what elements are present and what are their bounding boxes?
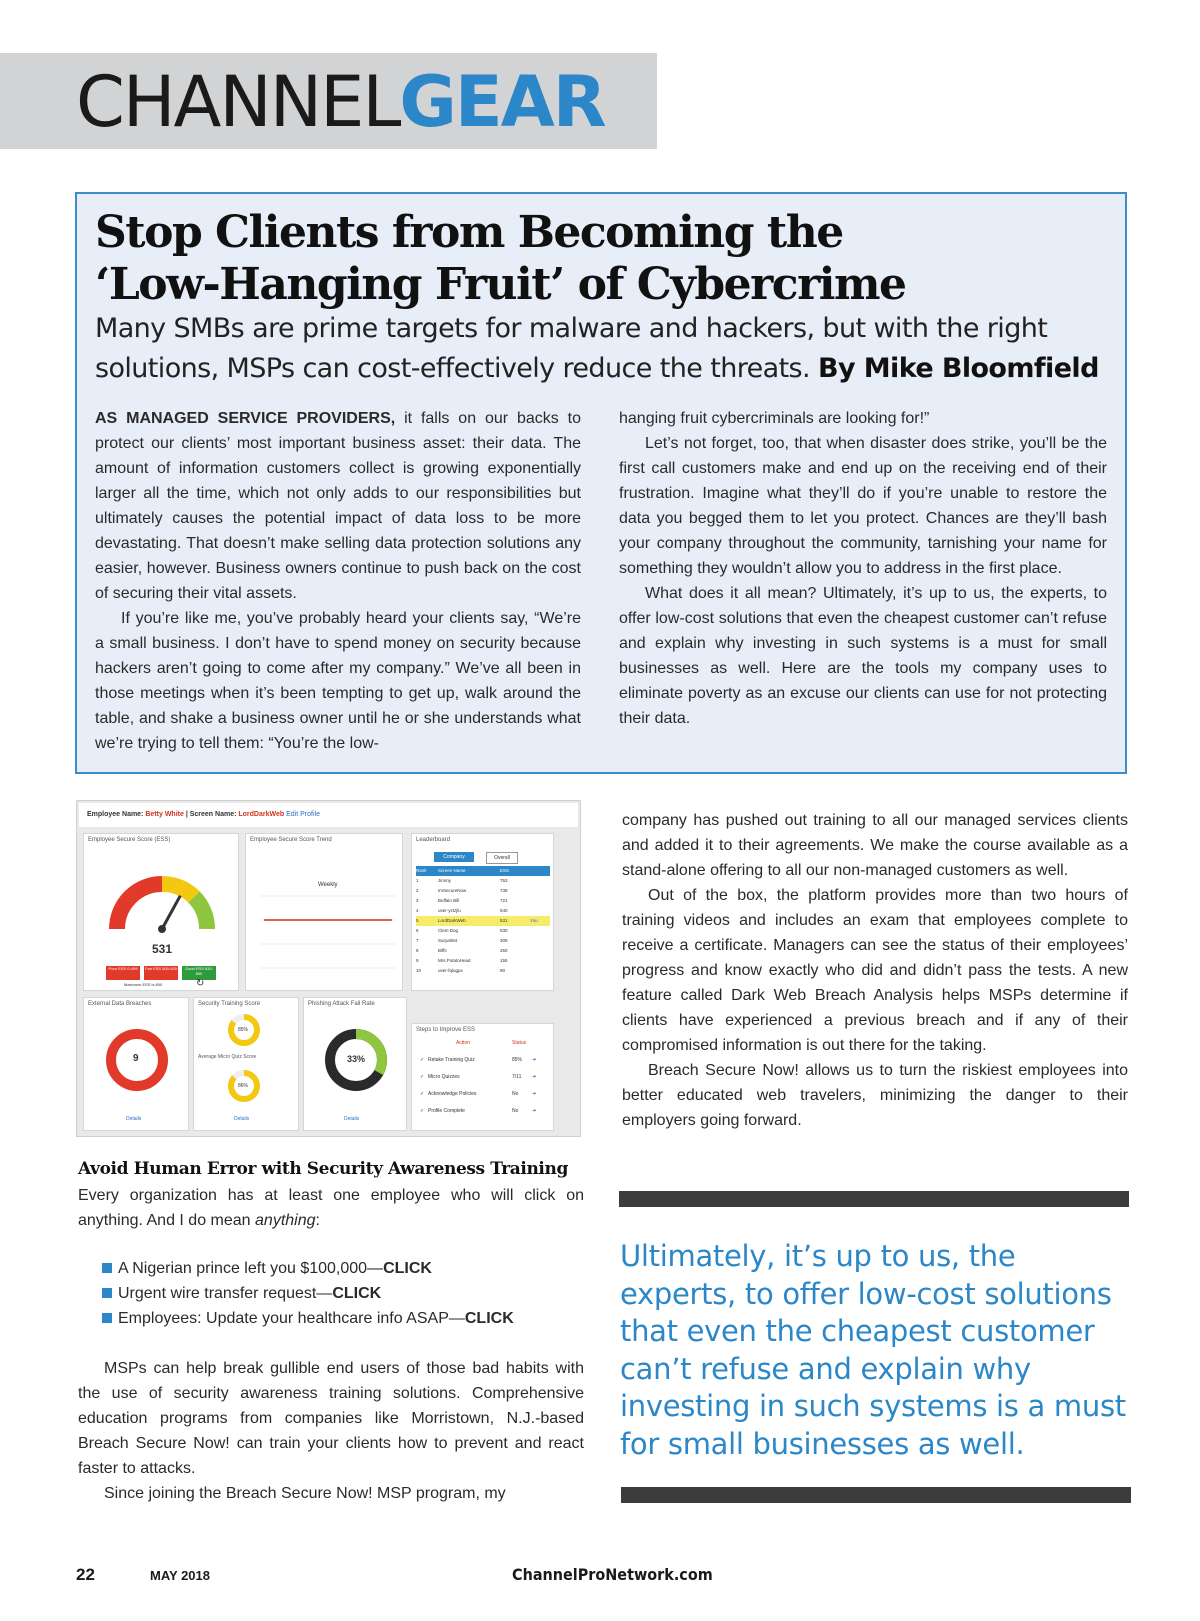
- section-subhead: Avoid Human Error with Security Awareness Training: [78, 1159, 568, 1179]
- byline: By Mike Bloomfield: [818, 353, 1099, 384]
- step-status: No: [512, 1108, 519, 1114]
- breaches-ring: [84, 998, 190, 1132]
- trend-chart: [246, 834, 404, 992]
- leaderboard-cell: user-yztzjlu: [438, 908, 461, 913]
- phishing-panel: [303, 997, 407, 1131]
- step-action: Profile Complete: [428, 1108, 465, 1114]
- masthead-channel: CHANNEL: [76, 61, 400, 143]
- leaderboard-tab-company[interactable]: Company: [434, 852, 474, 862]
- security-p1-emphasis: anything: [255, 1212, 316, 1229]
- article-deck: [95, 309, 1115, 389]
- leaderboard-row: [416, 926, 550, 936]
- leaderboard-row: [416, 896, 550, 906]
- article-headline: [95, 207, 1095, 311]
- deck-text: Many SMBs are prime targets for malware and hackers, but with the right solutions, MSPs can cost-effectively reduce the threats.: [95, 313, 1048, 384]
- steps-row[interactable]: [420, 1052, 550, 1069]
- leaderboard-cell: LordDarkWeb: [438, 918, 466, 923]
- gauge-red-arc: [117, 884, 162, 929]
- leaderboard-cell: 8: [416, 948, 419, 953]
- intro-paragraph-1: [95, 406, 581, 606]
- training-title: Security Training Score: [198, 1001, 261, 1007]
- steps-list: [420, 1052, 550, 1120]
- gauge-hub: [158, 925, 166, 933]
- gauge-green-arc: [194, 897, 207, 929]
- intro-column-left: [95, 406, 581, 756]
- bullet-item: [102, 1281, 514, 1306]
- pullquote-bottom-rule: [621, 1487, 1131, 1503]
- leaderboard-cell: Buffalo Bill: [438, 898, 460, 903]
- right-paragraph-1: company has pushed out training to all our managed services clients and added it to their agreements. We make the course available as a stand-alone offering to all our non-managed customers as well.: [622, 812, 1128, 879]
- pullquote-top-rule: [619, 1191, 1129, 1207]
- pull-quote: Ultimately, it’s up to us, the experts, to offer low-cost solutions that even the cheapest customer can’t refuse and explain why investing in such systems is a must for small businesses as well.: [620, 1239, 1126, 1461]
- check-icon: ✓: [420, 1074, 425, 1080]
- steps-col-action: Action: [456, 1040, 470, 1046]
- phishing-value: 33%: [347, 1054, 366, 1064]
- phishing-title: Phishing Attack Fail Rate: [308, 1001, 375, 1007]
- bullet-item: [102, 1306, 514, 1331]
- ess-good-badge: Good ESS 630-800: [182, 966, 216, 980]
- leaderboard-cell: 9: [416, 958, 419, 963]
- topbar-employee-label: Employee Name:: [87, 811, 144, 818]
- click-bullet-list: [102, 1256, 514, 1331]
- leaderboard-cell: 90: [500, 968, 506, 973]
- leader-col-rank: Rank: [416, 868, 427, 873]
- leaderboard-cell: 10: [416, 968, 422, 973]
- security-paragraph-1: [78, 1183, 584, 1233]
- training-rings: [194, 998, 300, 1132]
- check-icon: ✓: [420, 1057, 425, 1063]
- phishing-details-link[interactable]: Details: [344, 1116, 360, 1122]
- you-marker: You: [530, 918, 538, 923]
- masthead-gear: GEAR: [399, 61, 605, 143]
- ess-title: Employee Secure Score (ESS): [88, 837, 171, 843]
- ess-panel: [83, 833, 239, 991]
- ess-max-note: Maximum ESS is 800: [124, 982, 163, 987]
- leader-col-ess: ESS: [500, 868, 510, 873]
- topbar-screen-name: LordDarkWeb: [238, 811, 285, 818]
- leaderboard-cell: Surya084: [438, 938, 458, 943]
- intro-paragraph-2: If you’re like me, you’ve probably heard your clients say, “We’re a small business. I don’t have to spend money on security because hackers aren’t going to come after my company.” We’ve all been in those meetings when it’s been tempting to get up, walk around the table, and shake a business owner until he or she understands what we’re trying to tell them: “You’re the low-: [95, 610, 581, 752]
- intro-paragraph-4: Let’s not forget, too, that when disaster does strike, you’ll be the first call customers make and end up on the receiving end of their frustration. Imagine what they’ll do if you’re unable to restore the data you begged them to let you protect. Chances are they’ll bash your company throughout the community, tarnishing your name for something they wouldn’t allow you to address in the first place.: [619, 435, 1107, 577]
- dashboard-figure: [76, 800, 581, 1137]
- leaderboard-cell: 721: [500, 898, 508, 903]
- headline-line-1: Stop Clients from Becoming the: [95, 207, 843, 258]
- bullet-click: CLICK: [332, 1285, 382, 1302]
- steps-row[interactable]: [420, 1086, 550, 1103]
- leaderboard-cell: 1: [416, 878, 419, 883]
- leaderboard-row: [416, 876, 550, 886]
- step-action: Micro Quizzes: [428, 1074, 460, 1080]
- leaderboard-cell: 530: [500, 928, 508, 933]
- leaderboard-tab-overall[interactable]: Overall: [486, 852, 518, 864]
- step-status: No: [512, 1091, 519, 1097]
- check-icon: ✓: [420, 1091, 425, 1097]
- section-masthead: [76, 58, 605, 146]
- trend-panel: [245, 833, 403, 991]
- bullet-click: CLICK: [383, 1260, 432, 1277]
- leaderboard-cell: 531: [500, 918, 508, 923]
- arrow-right-icon[interactable]: ➜: [532, 1108, 537, 1114]
- arrow-right-icon[interactable]: ➜: [532, 1057, 537, 1063]
- right-column-body: [622, 808, 1128, 1133]
- right-paragraph-2: Out of the box, the platform provides more than two hours of training videos and includes an exam that employees complete to receive a certificate. Managers can see the status of their employees’ progress and know exactly who did and didn’t pass the tests. A new feature called Dark Web Breach Analysis helps MSPs determine if clients have experienced a previous breach and if any of their compromised information is out there for the taking.: [622, 887, 1128, 1054]
- leaderboard-cell: 250: [500, 948, 508, 953]
- steps-col-status: Status: [512, 1040, 527, 1046]
- leaderboard-cell: 309: [500, 938, 508, 943]
- dashboard-topbar: [79, 803, 578, 827]
- trend-title: Employee Secure Score Trend: [250, 837, 332, 843]
- leaderboard-table: [416, 866, 550, 976]
- intro-paragraph-3: hanging fruit cybercriminals are looking for!”: [619, 410, 930, 427]
- bullet-item: [102, 1256, 514, 1281]
- steps-row[interactable]: [420, 1103, 550, 1120]
- leaderboard-row: [416, 916, 550, 926]
- security-body: [78, 1356, 584, 1506]
- bullet-text: Urgent wire transfer request—: [118, 1285, 333, 1302]
- leaderboard-row: [416, 886, 550, 896]
- leaderboard-row: [416, 946, 550, 956]
- step-action: Acknowledge Policies: [428, 1091, 477, 1097]
- leaderboard-panel: [411, 833, 554, 991]
- leaderboard-title: Leaderboard: [416, 837, 451, 843]
- leaderboard-cell: 155: [500, 958, 508, 963]
- leaderboard-cell: user-fqlugpx: [438, 968, 463, 973]
- breaches-panel: [83, 997, 189, 1131]
- leaderboard-cell: ImSecureNow: [438, 888, 467, 893]
- leaderboard-header: [416, 866, 550, 876]
- ess-fair-badge: Fair ESS 500-629: [144, 966, 178, 980]
- leaderboard-cell: 2: [416, 888, 419, 893]
- gauge-needle: [162, 896, 180, 929]
- bullet-text: A Nigerian prince left you $100,000—: [118, 1260, 384, 1277]
- site-url[interactable]: ChannelProNetwork.com: [512, 1565, 713, 1584]
- training-panel: [193, 997, 299, 1131]
- step-action: Retake Training Quiz: [428, 1057, 475, 1063]
- page-number: 22: [76, 1565, 95, 1584]
- security-paragraph-3: Since joining the Breach Secure Now! MSP program, my: [104, 1485, 506, 1502]
- leaderboard-cell: 738: [500, 888, 508, 893]
- leaderboard-cell: 3: [416, 898, 419, 903]
- headline-line-2: ‘Low-Hanging Fruit’ of Cybercrime: [95, 259, 906, 310]
- issue-date: MAY 2018: [150, 1568, 210, 1583]
- training-details-link[interactable]: Details: [234, 1116, 250, 1122]
- breaches-title: External Data Breaches: [88, 1001, 152, 1007]
- ess-value: 531: [152, 942, 173, 956]
- topbar-employee-name: Betty White: [145, 811, 184, 818]
- leaderboard-cell: 7: [416, 938, 419, 943]
- leaderboard-cell: Clem Dog: [438, 928, 459, 933]
- trend-label: Weekly: [318, 882, 338, 888]
- ess-poor-badge: Poor ESS 0-499: [106, 966, 140, 980]
- intro-p1-text: it falls on our backs to protect our clients’ most important business asset: their data. The amount of information customers collect is growing exponentially larger all the time, which not only adds to our responsibilities but ultimately causes the potential impact of data loss to be more devastating. That doesn’t make selling data protection solutions any easier, however. Business owners continue to push back on the cost of securing their vital assets.: [95, 410, 581, 602]
- leaderboard-cell: Mrs.PotatoHead: [438, 958, 471, 963]
- leaderboard-cell: Jimmy: [438, 878, 451, 883]
- security-p1-colon: :: [315, 1212, 320, 1229]
- leaderboard-cell: 5: [416, 918, 419, 923]
- security-p1-text: Every organization has at least one employee who will click on anything. And I do mean: [78, 1187, 584, 1229]
- refresh-icon[interactable]: ↻: [196, 978, 205, 989]
- training-value: 85%: [238, 1027, 249, 1033]
- leader-col-name: Screen Name: [438, 868, 466, 873]
- steps-row[interactable]: [420, 1069, 550, 1086]
- phishing-ring: [304, 998, 408, 1132]
- step-status: 7/11: [512, 1074, 522, 1080]
- bullet-click: CLICK: [464, 1310, 514, 1327]
- leaderboard-cell: 4: [416, 908, 419, 913]
- leaderboard-cell: 540: [500, 908, 508, 913]
- breaches-value: 9: [133, 1053, 139, 1064]
- leaderboard-row: [416, 936, 550, 946]
- security-paragraph-2: MSPs can help break gullible end users of those bad habits with the use of security awareness training solutions. Comprehensive education programs from companies like Morristown, N.J.-based Breach Secure Now! can train your clients how to prevent and react faster to attacks.: [78, 1360, 584, 1477]
- step-status: 85%: [512, 1057, 523, 1063]
- right-paragraph-3: Breach Secure Now! allows us to turn the riskiest employees into better educated web travelers, minimizing the danger to their employers going forward.: [622, 1062, 1128, 1129]
- leaderboard-row: [416, 966, 550, 976]
- security-intro: [78, 1183, 584, 1233]
- leaderboard-cell: 753: [500, 878, 508, 883]
- gauge-yellow-arc: [162, 884, 194, 897]
- arrow-right-icon[interactable]: ➜: [532, 1091, 537, 1097]
- arrow-right-icon[interactable]: ➜: [532, 1074, 537, 1080]
- quiz-title: Average Micro Quiz Score: [198, 1054, 257, 1060]
- bullet-text: Employees: Update your healthcare info ASAP—: [118, 1310, 465, 1327]
- leaderboard-cell: Biffs: [438, 948, 447, 953]
- intro-lead: AS MANAGED SERVICE PROVIDERS,: [95, 410, 396, 427]
- leaderboard-row: [416, 906, 550, 916]
- quiz-value: 86%: [238, 1083, 249, 1089]
- breaches-details-link[interactable]: Details: [126, 1116, 142, 1122]
- edit-profile-link[interactable]: Edit Profile: [286, 811, 320, 818]
- steps-title: Steps to Improve ESS: [416, 1027, 476, 1033]
- leaderboard-row: [416, 956, 550, 966]
- intro-paragraph-5: What does it all mean? Ultimately, it’s up to us, the experts, to offer low-cost solutions that even the cheapest customer can’t refuse and explain why investing in such systems is a must for small businesses as well. Here are the tools my company uses to eliminate poverty as an excuse our clients can use for not protecting their data.: [619, 585, 1107, 727]
- leaderboard-cell: 6: [416, 928, 419, 933]
- check-icon: ✓: [420, 1108, 425, 1114]
- intro-column-right: [619, 406, 1107, 731]
- topbar-screen-label: | Screen Name:: [185, 811, 237, 818]
- steps-panel: [411, 1023, 554, 1131]
